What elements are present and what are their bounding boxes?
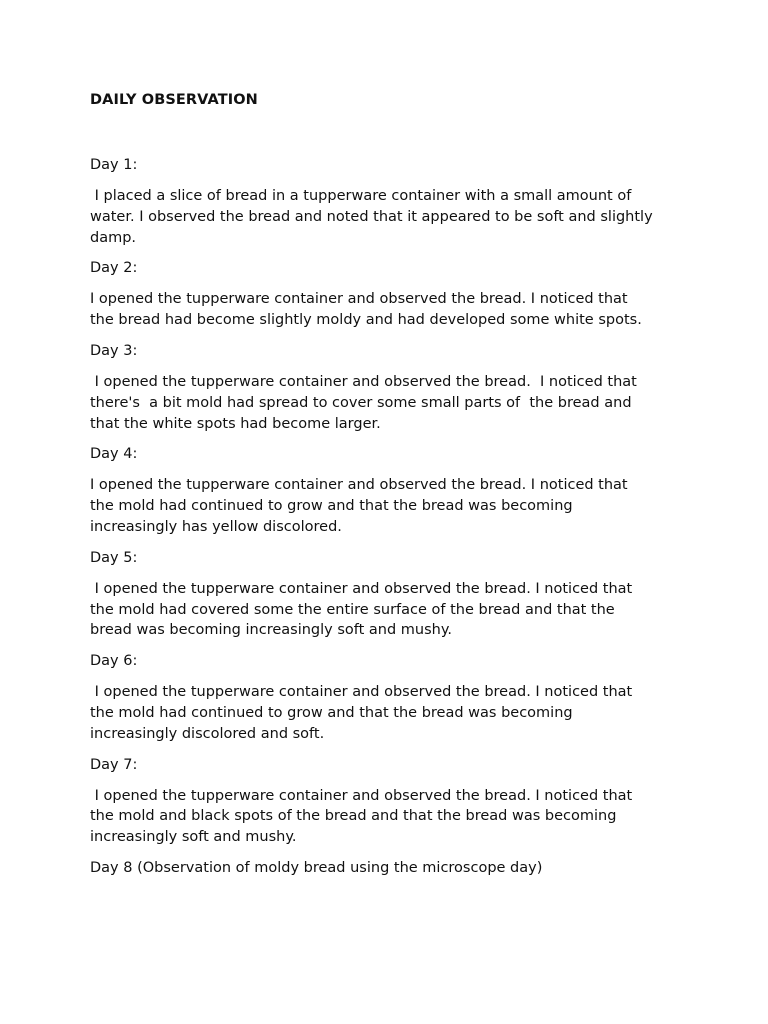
observation-line: there's a bit mold had spread to cover some small parts of the bread and: [90, 394, 632, 411]
observation-line: the mold had continued to grow and that the bread was becoming: [90, 498, 573, 515]
observation-entries: [90, 155, 690, 889]
observation-line: I opened the tupperware container and observed the bread. I noticed that: [90, 291, 628, 308]
observation-line: water. I observed the bread and noted that it appeared to be soft and slightly: [90, 208, 653, 225]
day-entry: [90, 651, 690, 744]
day-entry: [90, 755, 690, 848]
day-observation-text: [90, 372, 690, 434]
day-label: Day 2:: [90, 260, 138, 277]
observation-line: the mold had continued to grow and that the bread was becoming: [90, 704, 573, 721]
day-label: Day 1:: [90, 157, 138, 173]
day-label: Day 5:: [90, 549, 138, 566]
observation-line: bread was becoming increasingly soft and mushy.: [90, 622, 452, 639]
day-observation-text: [90, 289, 690, 331]
day-observation-text: [90, 682, 690, 744]
observation-line: I opened the tupperware container and observed the bread. I noticed that: [90, 477, 628, 494]
day-observation-text: [90, 186, 690, 248]
observation-line: I opened the tupperware container and observed the bread. I noticed that: [90, 787, 633, 804]
day-label: Day 7:: [90, 756, 138, 773]
day-entry: [90, 444, 690, 537]
day-entry: [90, 858, 690, 879]
observation-line: increasingly discolored and soft.: [90, 725, 325, 742]
observation-line: I opened the tupperware container and observed the bread. I noticed that: [90, 580, 633, 597]
observation-line: increasingly soft and mushy.: [90, 829, 297, 846]
day-label: Day 4:: [90, 446, 138, 463]
observation-line: increasingly has yellow discolored.: [90, 518, 342, 535]
day-observation-text: [90, 579, 690, 641]
day-observation-text: [90, 786, 690, 848]
observation-line: I opened the tupperware container and observed the bread. I noticed that: [90, 684, 633, 701]
observation-line: damp.: [90, 229, 137, 246]
observation-line: that the white spots had become larger.: [90, 415, 381, 432]
observation-line: I placed a slice of bread in a tupperware container with a small amount of: [90, 188, 632, 204]
day-label: Day 6:: [90, 653, 138, 670]
day-label: Day 8 (Observation of moldy bread using the microscope day): [90, 859, 543, 876]
day-entry: [90, 341, 690, 434]
day-entry: [90, 548, 690, 641]
document-title: DAILY OBSERVATION: [90, 92, 258, 108]
observation-line: the mold had covered some the entire surface of the bread and that the: [90, 601, 615, 618]
observation-line: the bread had become slightly moldy and had developed some white spots.: [90, 312, 642, 329]
observation-line: the mold and black spots of the bread and that the bread was becoming: [90, 808, 617, 825]
day-observation-text: [90, 475, 690, 537]
observation-line: I opened the tupperware container and observed the bread. I noticed that: [90, 373, 637, 390]
day-entry: [90, 155, 690, 248]
day-entry: [90, 258, 690, 331]
day-label: Day 3:: [90, 342, 138, 359]
